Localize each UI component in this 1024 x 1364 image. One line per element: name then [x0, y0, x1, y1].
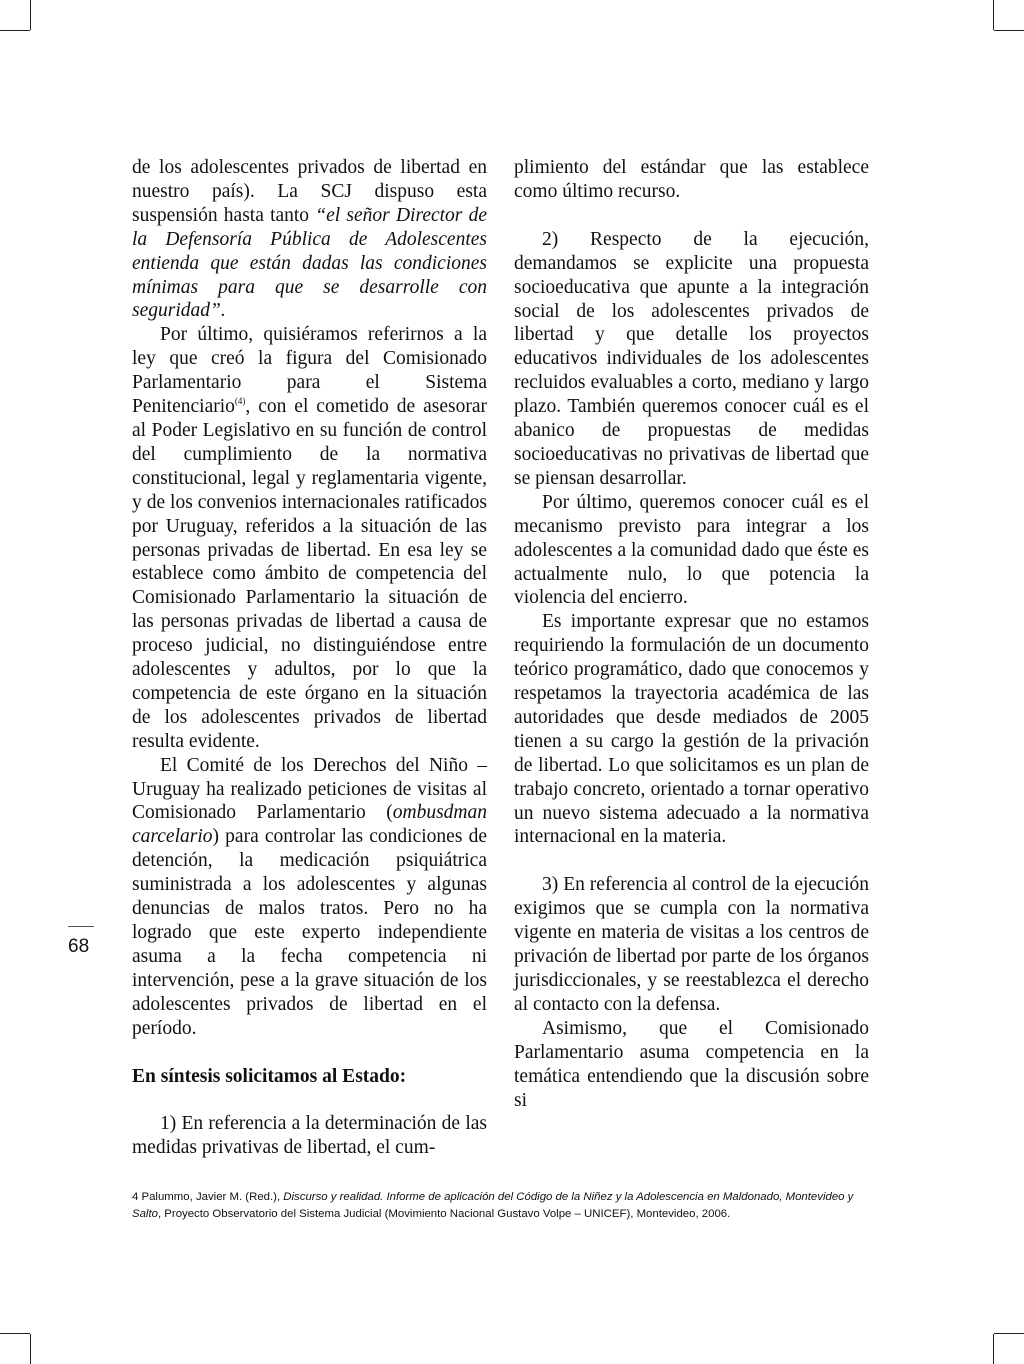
paragraph-text: , con el cometido de asesorar al Poder Legislativo en su función de control del cumplimiento de la normativa constitucional, legal y reglamentaria vigente, y de los convenios internacionales ratificados por Uruguay, referidos a la situación de las personas privadas de libertad. En esa ley se establece como ámbito de competencia del Comisionado Parlamentario la situación de las personas privadas de libertad a causa de proceso judicial, no distinguiéndose entre adolescentes y adultos, por lo que la competencia de este órgano en la situación de los adolescentes privados de libertad resulta evidente. — [132, 396, 487, 752]
left-column — [132, 156, 487, 1160]
paragraph-request-1: 1) En referencia a la determinación de las medidas privativas de libertad, el cum- — [132, 1113, 487, 1159]
paragraph-continuation — [132, 156, 487, 323]
quote-text: “el señor Director de la Defensoría Pública de Adolescentes entienda que están dadas las condiciones mínimas para que se desarrolle con seguridad”. — [132, 204, 487, 322]
paragraph-text: Por último, quisiéramos referirnos a la ley que creó la figura del Comisionado Parlamentario para el Sistema Penitenciario — [132, 324, 487, 418]
paragraph-work-plan: Es importante expresar que no estamos requiriendo la formulación de un documento teórico programático, dado que conocemos y respetamos la trayectoria académica de las autoridades que desde mediados de 2005 tienen a su cargo la gestión de la privación de libertad. Lo que solicitamos es un plan de trabajo concreto, orientado a tornar operativo un nuevo sistema adecuado a la normativa internacional en la materia. — [514, 611, 869, 848]
section-heading: En síntesis solicitamos al Estado: — [132, 1065, 407, 1087]
paragraph-request-1-continuation: plimiento del estándar que las establece como último recurso. — [514, 157, 869, 202]
crop-mark-top-left-h — [0, 30, 30, 31]
footnote-4 — [132, 1189, 872, 1223]
paragraph-committee-requests — [132, 754, 487, 1041]
paragraph-text: El Comité de los Derechos del Niño – Uruguay ha realizado peticiones de visitas al Comisionado Parlamentario ( — [132, 754, 487, 824]
paragraph-request-2: 2) Respecto de la ejecución, demandamos se explicite una propuesta socioeducativa que apunte a la integración social de los adolescentes privados de libertad y que detalle los proyectos educativos individuales de los adolescentes recluidos evaluables a corto, mediano y largo plazo. También queremos conocer cuál es el abanico de propuestas de medidas socioeducativas no privativas de libertad que se piensan desarrollar. — [514, 228, 869, 489]
crop-mark-bottom-left-h — [0, 1333, 30, 1334]
footnote-title: Discurso y realidad. Informe de aplicación del Código de la Niñez y la Adolescencia en Maldonado, Montevideo y Salto — [132, 1191, 854, 1220]
italic-term: ombusdman carcelario — [132, 802, 487, 848]
paragraph-text: ) para controlar las condiciones de detención, la medicación psiquiátrica suministrada a los adolescentes y algunas denuncias de malos tratos. Pero no ha logrado que este experto independiente asuma a la fecha competencia ni intervención, pese a la grave situación de los adolescentes privados de libertad en el período. — [132, 826, 487, 1039]
paragraph-request-3: 3) En referencia al control de la ejecución exigimos que se cumpla con la normativa vigente en materia de visitas a los centros de privación de libertad por parte de los órganos jurisdiccionales, y se reestablezca el derecho al contacto con la defensa. — [514, 874, 869, 1015]
paragraph-commissioner-law — [132, 323, 487, 753]
right-column — [514, 156, 869, 1112]
crop-mark-bottom-left-v — [30, 1334, 31, 1364]
crop-mark-bottom-right-v — [993, 1334, 994, 1364]
crop-mark-top-right-h — [994, 30, 1024, 31]
crop-mark-top-right-v — [993, 0, 994, 30]
footnote — [132, 1189, 872, 1223]
page-number-rule — [68, 926, 94, 927]
footnote-text: , Proyecto Observatorio del Sistema Judicial (Movimiento Nacional Gustavo Volpe – UNICEF), Montevideo, 2006. — [157, 1208, 731, 1220]
page-number: 68 — [68, 936, 90, 957]
paragraph-commissioner-competence: Asimismo, que el Comisionado Parlamentario asuma competencia en la temática entendiendo que la discusión sobre si — [514, 1017, 869, 1111]
paragraph-text: de los adolescentes privados de libertad en nuestro país). La SCJ dispuso esta suspensión hasta tanto — [132, 157, 487, 226]
paragraph-community-integration: Por último, queremos conocer cuál es el mecanismo previsto para integrar a los adolescentes a la comunidad dado que éste es actualmente nulo, lo que potencia la violencia del encierro. — [514, 491, 869, 609]
footnote-text: 4 Palummo, Javier M. (Red.), — [132, 1191, 284, 1203]
footnote-reference: (4) — [234, 396, 246, 407]
crop-mark-bottom-right-h — [994, 1333, 1024, 1334]
crop-mark-top-left-v — [30, 0, 31, 30]
